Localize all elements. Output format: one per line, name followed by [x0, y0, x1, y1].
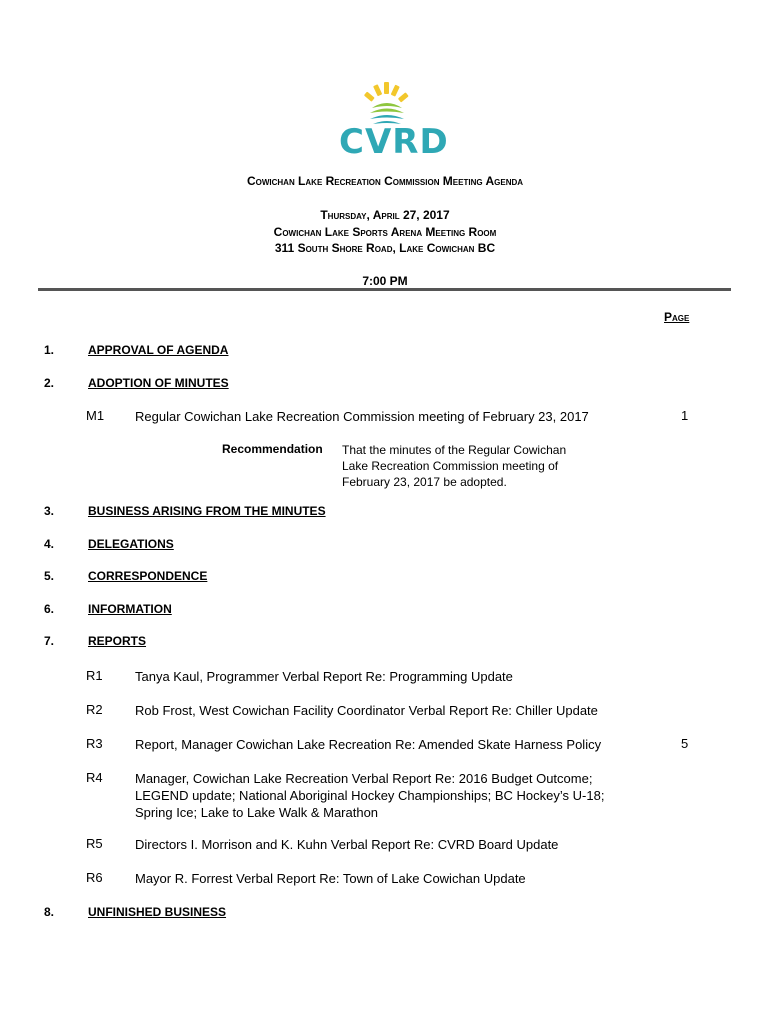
section-title: INFORMATION — [88, 602, 172, 616]
sun-wave-icon — [337, 80, 437, 126]
section-number: 3. — [44, 504, 55, 518]
recommendation-text: That the minutes of the Regular Cowichan Lake Recreation Commission meeting of February 23, 2017 be adopted. — [342, 443, 567, 489]
section-title: APPROVAL OF AGENDA — [88, 343, 229, 357]
section-number: 2. — [44, 376, 55, 390]
agenda-title: Cowichan Lake Recreation Commission Meeting Agenda — [246, 174, 524, 188]
report-code: R2 — [86, 702, 103, 717]
section-title: CORRESPONDENCE — [88, 569, 208, 583]
report-code: R1 — [86, 668, 103, 683]
report-code: R4 — [86, 770, 103, 785]
report-description: Manager, Cowichan Lake Recreation Verbal Report Re: 2016 Budget Outcome; LEGEND update; National Aboriginal Hockey Championships; BC Hockey’s U-18; Spring Ice; Lake to Lake Walk & Marathon — [135, 771, 605, 820]
item-code: M1 — [86, 408, 105, 423]
report-description: Report, Manager Cowichan Lake Recreation Re: Amended Skate Harness Policy — [135, 737, 602, 752]
report-page: 5 — [681, 736, 689, 751]
header-divider — [38, 288, 731, 291]
meeting-address: 311 South Shore Road, Lake Cowichan BC — [274, 241, 496, 255]
logo-text: CVRD — [339, 122, 449, 162]
section-number: 1. — [44, 343, 55, 357]
section-number: 6. — [44, 602, 55, 616]
report-description: Rob Frost, West Cowichan Facility Coordinator Verbal Report Re: Chiller Update — [135, 703, 598, 718]
meeting-location: Cowichan Lake Sports Arena Meeting Room — [273, 225, 497, 239]
recommendation-label: Recommendation — [222, 442, 323, 456]
item-description: Regular Cowichan Lake Recreation Commission meeting of February 23, 2017 — [135, 409, 589, 424]
section-title: ADOPTION OF MINUTES — [88, 376, 229, 390]
section-title: DELEGATIONS — [88, 537, 174, 551]
section-title: BUSINESS ARISING FROM THE MINUTES — [88, 504, 326, 518]
report-description: Tanya Kaul, Programmer Verbal Report Re: Programming Update — [135, 669, 513, 684]
page-column-header: Page — [664, 310, 690, 324]
section-title: UNFINISHED BUSINESS — [88, 905, 227, 919]
report-code: R6 — [86, 870, 103, 885]
section-number: 5. — [44, 569, 55, 583]
meeting-date: Thursday, April 27, 2017 — [320, 208, 450, 222]
section-number: 8. — [44, 905, 55, 919]
report-description: Mayor R. Forrest Verbal Report Re: Town of Lake Cowichan Update — [135, 871, 526, 886]
section-number: 4. — [44, 537, 55, 551]
meeting-time: 7:00 PM — [362, 274, 408, 288]
report-code: R3 — [86, 736, 103, 751]
report-code: R5 — [86, 836, 103, 851]
item-page: 1 — [681, 408, 689, 423]
report-description: Directors I. Morrison and K. Kuhn Verbal Report Re: CVRD Board Update — [135, 837, 559, 852]
section-number: 7. — [44, 634, 55, 648]
section-title: REPORTS — [88, 634, 147, 648]
